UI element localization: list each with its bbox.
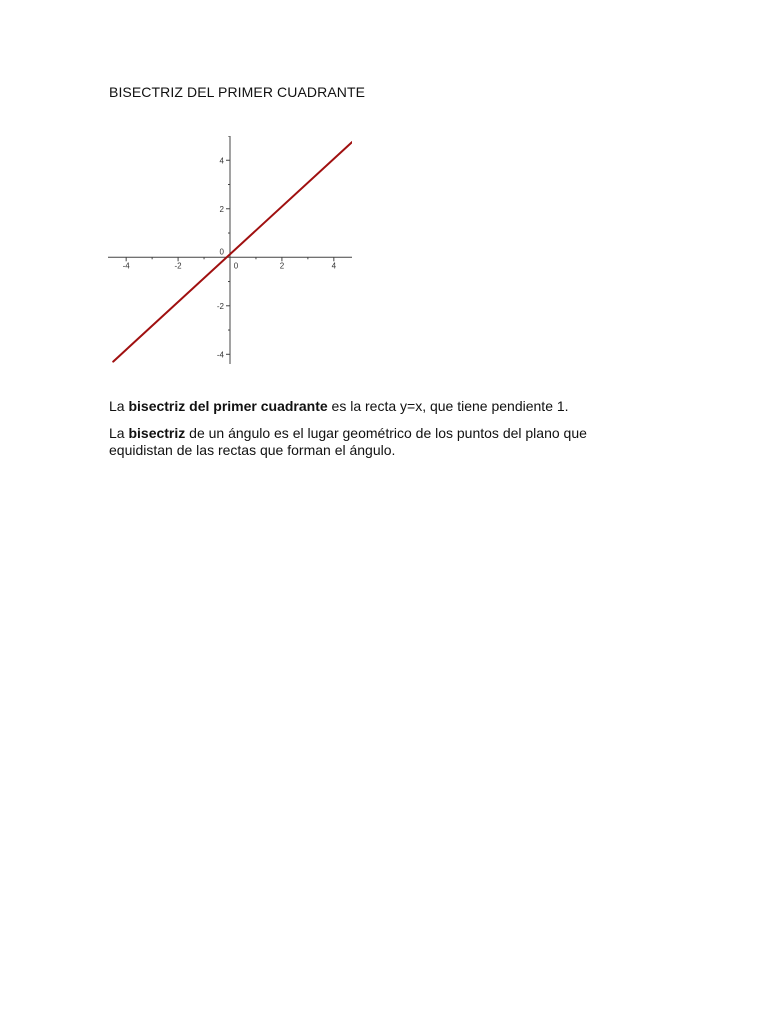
bisector-plot — [108, 136, 352, 364]
x-tick-label: 0 — [233, 261, 239, 271]
bisector-line — [113, 142, 352, 362]
y-tick-label: -4 — [216, 350, 224, 360]
y-tick-label: 4 — [219, 156, 224, 166]
explanation-term: bisectriz — [128, 425, 186, 441]
x-tick-label: 2 — [279, 261, 285, 271]
definition-paragraph — [109, 398, 629, 415]
definition-text-lead: La — [109, 398, 129, 414]
page-title: BISECTRIZ DEL PRIMER CUADRANTE — [109, 84, 366, 100]
y-tick-label: 0 — [219, 247, 224, 257]
explanation-text-lead: La — [109, 425, 129, 441]
bisector-explanation-paragraph — [109, 425, 629, 459]
y-tick-label: -2 — [216, 301, 224, 311]
plot-canvas — [108, 136, 352, 364]
x-tick-label: 4 — [331, 261, 337, 271]
explanation-text-rest: de un ángulo es el lugar geométrico de los puntos del plano que equidistan de las rectas que forman el ángulo. — [109, 425, 587, 458]
x-tick-label: -4 — [122, 261, 130, 271]
x-tick-label: -2 — [174, 261, 182, 271]
definition-text-rest: es la recta y=x, que tiene pendiente 1. — [327, 398, 569, 414]
definition-term: bisectriz del primer cuadrante — [128, 398, 328, 414]
y-tick-label: 2 — [219, 204, 224, 214]
